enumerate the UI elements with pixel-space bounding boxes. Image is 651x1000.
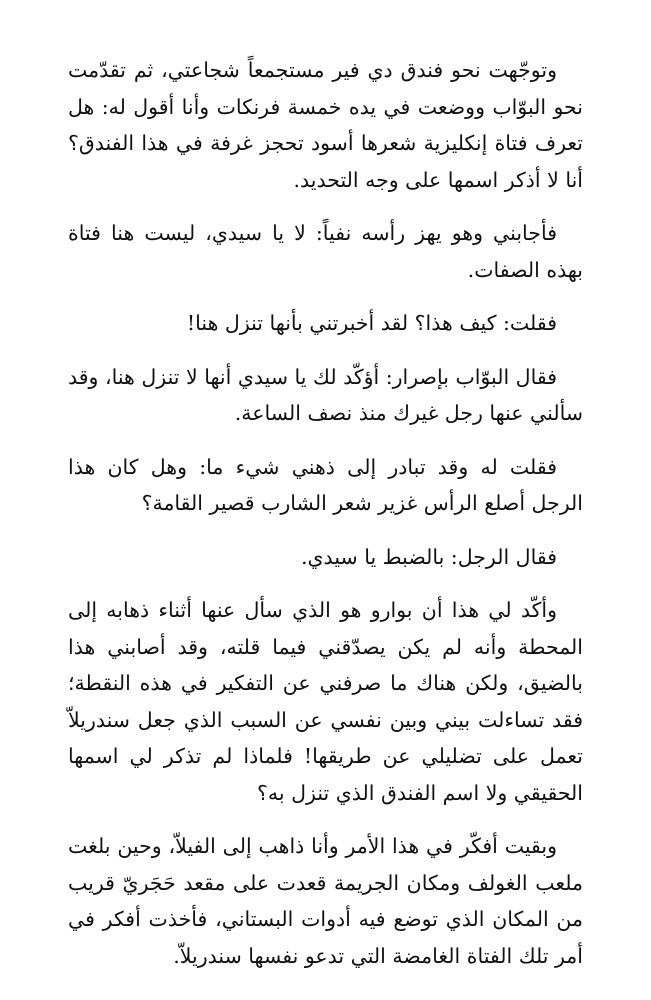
paragraph-3: فقلت: كيف هذا؟ لقد أخبرتني بأنها تنزل هنا!	[186, 311, 557, 335]
paragraph-1: وتوجّهت نحو فندق دي فير مستجمعاً شجاعتي، ثم تقدّمت نحو البوّاب ووضعت في يده خمسة فرنكات وأنا أقول له: هل تعرف فتاة إنكليزية شعرها أسود تحجز غرفة في هذا الفندق؟ أنا لا أذكر اسمها على وجه التحديد.	[68, 58, 583, 192]
paragraph-8: وبقيت أفكّر في هذا الأمر وأنا ذاهب إلى الفيلاّ، وحين بلغت ملعب الغولف ومكان الجريمة قعدت على مقعد حَجَريّ قريب من المكان الذي توضع فيه أدوات البستاني، فأخذت أفكر في أمر تلك الفتاة الغامضة التي تدعو نفسها سندريلاّ.	[68, 834, 583, 968]
page-text	[68, 52, 583, 974]
paragraph-2: فأجابني وهو يهز رأسه نفياً: لا يا سيدي، ليست هنا فتاة بهذه الصفات.	[68, 221, 583, 282]
paragraph-6: فقال الرجل: بالضبط يا سيدي.	[301, 544, 557, 569]
paragraph-7: وأكّد لي هذا أن بوارو هو الذي سأل عنها أثناء ذهابه إلى المحطة وأنه لم يكن يصدّقني فيما قلته، وقد أصابني هذا بالضيق، ولكن هناك ما صرفني عن التفكير في هذه النقطة؛ فقد تساءلت بيني وبين نفسي عن السبب الذي جعل سندريلاّ تعمل على تضليلي عن طريقها! فلماذا لم تذكر لي اسمها الحقيقي ولا اسم الفندق الذي تنزل به؟	[68, 598, 583, 805]
paragraph-4: فقال البوّاب بإصرار: أؤكّد لك يا سيدي أنها لا تنزل هنا، وقد سألني عنها رجل غيرك منذ نصف الساعة.	[68, 364, 583, 425]
paragraph-5: فقلت له وقد تبادر إلى ذهني شيء ما: وهل كان هذا الرجل أصلع الرأس غزير شعر الشارب قصير القامة؟	[68, 454, 583, 515]
